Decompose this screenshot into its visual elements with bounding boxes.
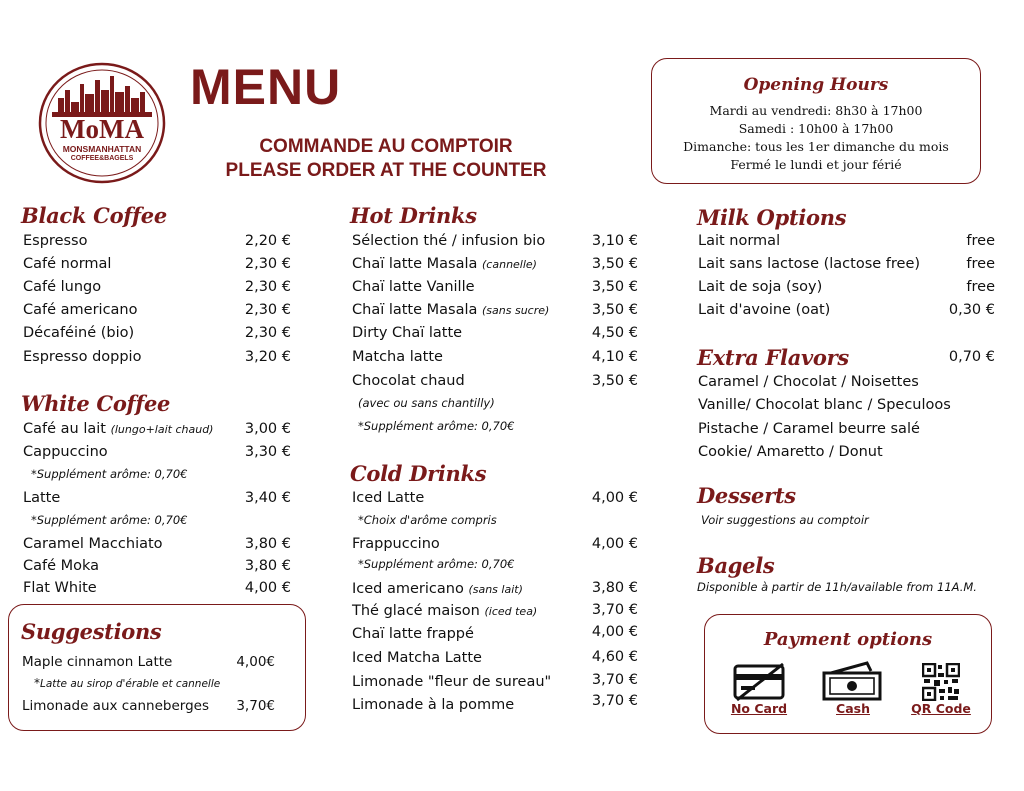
menu-item-price: 3,50 € [591, 302, 638, 318]
menu-item-price: 3,40 € [244, 490, 291, 506]
menu-item [352, 302, 549, 318]
menu-item-note: (sans lait) [468, 583, 523, 596]
menu-item-price: 2,30 € [244, 256, 291, 272]
menu-item-price: 3,50 € [591, 256, 638, 272]
menu-item-sub: (avec ou sans chantilly) [358, 396, 495, 410]
white-coffee-title: White Coffee [21, 391, 171, 416]
menu-item-name: Thé glacé maison [352, 603, 480, 619]
cold-drinks-title: Cold Drinks [350, 461, 487, 486]
menu-item-price: free [966, 233, 995, 249]
menu-item-name: Chaï latte Vanille [352, 279, 475, 295]
menu-item-name: Sélection thé / infusion bio [352, 233, 546, 249]
milk-options-title: Milk Options [697, 205, 847, 230]
menu-item-price: 3,10 € [591, 233, 638, 249]
menu-item-price: 2,30 € [244, 302, 291, 318]
opening-hours-title: Opening Hours [743, 75, 889, 95]
menu-item-price: 3,50 € [591, 373, 638, 389]
order-instruction-fr: COMMANDE AU COMPTOIR [259, 136, 513, 157]
payment-options-box [704, 614, 992, 734]
menu-item-price: 0,30 € [948, 302, 995, 318]
no-card-icon [733, 662, 787, 706]
logo-line1: MONSMANHATTAN [62, 144, 142, 154]
bagels-title: Bagels [697, 553, 775, 578]
menu-item-name: Cappuccino [23, 444, 108, 460]
flavor-line: Pistache / Caramel beurre salé [698, 421, 920, 437]
menu-item-sub: *Supplément arôme: 0,70€ [358, 557, 515, 571]
extra-flavors-price: 0,70 € [948, 349, 995, 365]
menu-item-price: 3,80 € [244, 536, 291, 552]
flavor-line: Vanille/ Chocolat blanc / Speculoos [698, 397, 951, 413]
menu-item-sub: *Supplément arôme: 0,70€ [31, 467, 188, 481]
menu-item-note: (iced tea) [484, 605, 538, 618]
menu-item-name: Limonade à la pomme [352, 697, 515, 713]
menu-item-sub: *Supplément arôme: 0,70€ [31, 513, 188, 527]
menu-item-price: 2,20 € [244, 233, 291, 249]
menu-item-name: Café Moka [23, 558, 100, 574]
sub-star: * [34, 676, 40, 690]
menu-item-name: Café americano [23, 302, 138, 318]
menu-item-price: 3,00 € [244, 421, 291, 437]
desserts-title: Desserts [697, 483, 796, 508]
menu-item-note: (cannelle) [482, 258, 537, 271]
payment-label-qr-code: QR Code [911, 701, 971, 716]
hot-drinks-footnote: *Supplément arôme: 0,70€ [358, 419, 515, 433]
menu-item-sub: *Choix d'arôme compris [358, 513, 497, 527]
extra-flavors-title: Extra Flavors [697, 345, 849, 370]
menu-item-name: Lait sans lactose (lactose free) [698, 256, 921, 272]
menu-item-price: 3,70 € [591, 672, 638, 688]
menu-item [352, 603, 537, 619]
menu-item-price: 4,50 € [591, 325, 638, 341]
menu-item [352, 256, 537, 272]
menu-item-name: Flat White [23, 580, 97, 596]
menu-item-price: free [966, 279, 995, 295]
logo-line2: COFFEE&BAGELS [70, 155, 134, 162]
menu-item [352, 581, 523, 597]
menu-item-name: Café au lait [23, 421, 106, 437]
menu-item-name: Espresso [23, 233, 88, 249]
menu-item-name: Limonade "fleur de sureau" [352, 674, 552, 690]
menu-item-sub [34, 676, 220, 690]
menu-item-price: 4,10 € [591, 349, 638, 365]
flavor-line: Cookie/ Amaretto / Donut [698, 444, 883, 460]
menu-item-name: Lait d'avoine (oat) [698, 302, 831, 318]
menu-item-price: free [966, 256, 995, 272]
flavor-line: Caramel / Chocolat / Noisettes [698, 374, 919, 390]
menu-item-price: 3,30 € [244, 444, 291, 460]
menu-item-price: 4,00 € [591, 624, 638, 640]
menu-item-name: Iced Latte [352, 490, 425, 506]
menu-item-price: 3,80 € [244, 558, 291, 574]
opening-hours-box [651, 58, 981, 184]
menu-item-price: 4,00 € [591, 536, 638, 552]
hot-drinks-title: Hot Drinks [350, 203, 477, 228]
menu-item-name: Frappuccino [352, 536, 440, 552]
menu-item-price: 3,80 € [591, 580, 638, 596]
menu-item-note: (lungo+lait chaud) [110, 423, 214, 436]
menu-item-name: Matcha latte [352, 349, 443, 365]
menu-item-price: 2,30 € [244, 279, 291, 295]
menu-item-name: Iced Matcha Latte [352, 650, 482, 666]
hours-line: Mardi au vendredi: 8h30 à 17h00 [709, 103, 923, 118]
menu-item-price: 4,00 € [591, 490, 638, 506]
menu-item-price: 3,70 € [591, 693, 638, 709]
hours-line: Fermé le lundi et jour férié [730, 157, 902, 172]
menu-item-price: 4,60 € [591, 649, 638, 665]
menu-item-name: Espresso doppio [23, 349, 142, 365]
payment-options-title: Payment options [763, 629, 933, 650]
menu-item-name: Chaï latte Masala [352, 256, 478, 272]
menu-item-name: Lait de soja (soy) [698, 279, 823, 295]
menu-item-price: 3,70€ [236, 698, 275, 714]
menu-item-price: 3,50 € [591, 279, 638, 295]
suggestions-title: Suggestions [21, 619, 162, 644]
payment-label-cash: Cash [836, 701, 870, 716]
menu-item-name: Lait normal [698, 233, 781, 249]
menu-item-note: (sans sucre) [482, 304, 550, 317]
menu-item-price: 4,00 € [244, 580, 291, 596]
desserts-sub: Voir suggestions au comptoir [701, 513, 869, 527]
menu-item-name: Décaféiné (bio) [23, 325, 135, 341]
logo [38, 62, 166, 184]
menu-item-name: Chaï latte frappé [352, 626, 474, 642]
menu-item-name: Chaï latte Masala [352, 302, 478, 318]
hours-line: Samedi : 10h00 à 17h00 [738, 121, 894, 136]
menu-item-price: 3,70 € [591, 602, 638, 618]
menu-item-name: Café lungo [23, 279, 102, 295]
menu-item-name: Iced americano [352, 581, 464, 597]
menu-item-name: Latte [23, 490, 61, 506]
menu-item [23, 421, 213, 437]
menu-item-price: 2,30 € [244, 325, 291, 341]
bagels-sub: Disponible à partir de 11h/available from 11A.M. [697, 580, 977, 594]
qr-code-icon [922, 663, 960, 705]
menu-item-name: Café normal [23, 256, 112, 272]
payment-label-no-card: No Card [730, 701, 788, 716]
logo-brand: MoMA [60, 114, 144, 144]
menu-title: MENU [190, 59, 342, 115]
menu-item-name: Dirty Chaï latte [352, 325, 463, 341]
black-coffee-title: Black Coffee [21, 203, 167, 228]
menu-item-price: 3,20 € [244, 349, 291, 365]
menu-item-name: Caramel Macchiato [23, 536, 163, 552]
menu-item-name: Maple cinnamon Latte [22, 654, 173, 670]
hours-line: Dimanche: tous les 1er dimanche du mois [683, 139, 949, 154]
order-instruction-en: PLEASE ORDER AT THE COUNTER [225, 160, 547, 181]
menu-item-name: Chocolat chaud [352, 373, 465, 389]
menu-item-price: 4,00€ [236, 654, 275, 670]
sub-text: Latte au sirop d'érable et cannelle [40, 678, 221, 690]
menu-item-name: Limonade aux canneberges [22, 698, 209, 714]
